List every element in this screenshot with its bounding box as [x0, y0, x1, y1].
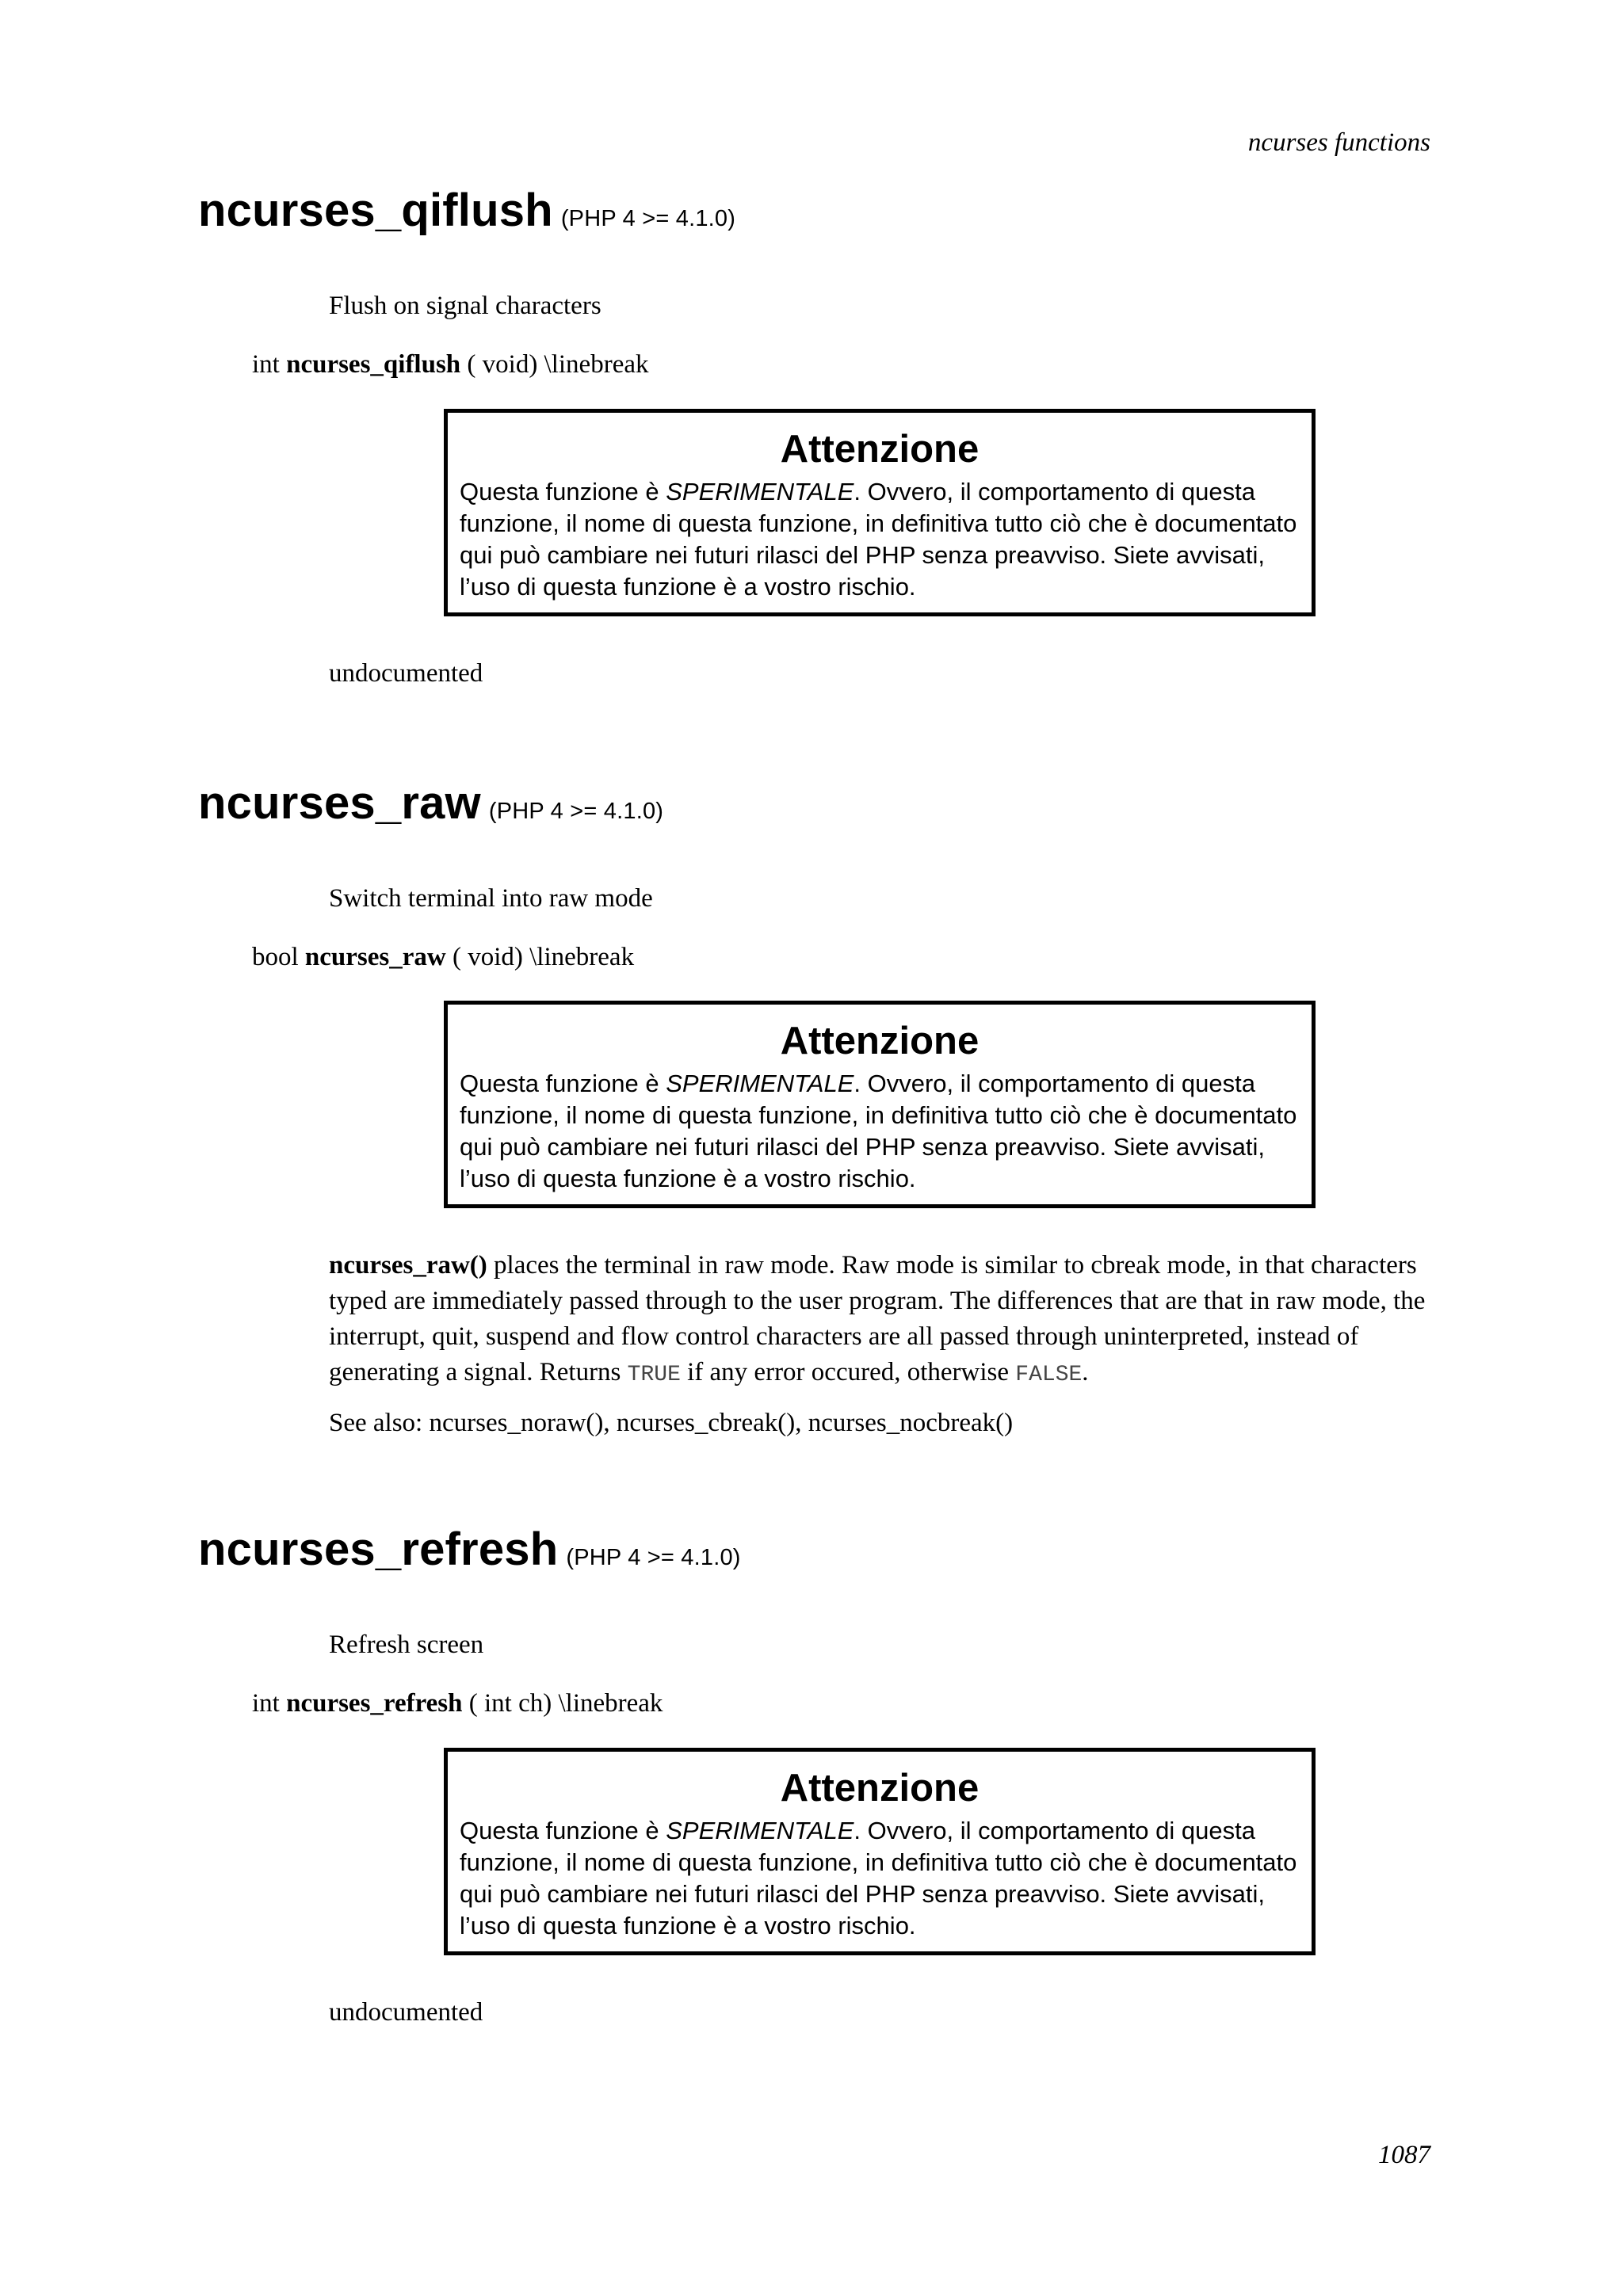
warning-emphasis: SPERIMENTALE — [666, 1070, 854, 1097]
function-purpose: Switch terminal into raw mode — [329, 884, 653, 913]
return-type: bool — [252, 943, 299, 971]
function-synopsis — [252, 1689, 663, 1718]
warning-text: Questa funzione è SPERIMENTALE. Ovvero, il comportamento di questa funzione, il nome di questa funzione, in definitiva tutto ciò che è documentato qui può cambiare nei futuri rilasci del PHP senza preavviso. Siete avvisati, l’uso di questa funzione è a vostro rischio. — [460, 1817, 1297, 1939]
warning-text: Questa funzione è SPERIMENTALE. Ovvero, il comportamento di questa funzione, il nome di questa funzione, in definitiva tutto ciò che è documentato qui può cambiare nei futuri rilasci del PHP senza preavviso. Siete avvisati, l’uso di questa funzione è a vostro rischio. — [460, 478, 1297, 601]
description: ncurses_raw() places the terminal in raw mode. Raw mode is similar to cbreak mode, in that characters typed are immediately passed through to the user program. The differences that are that in raw mode, the interrupt, quit, suspend and flow control characters are all passed through uninterpreted, instead of generating a signal. Returns TRUE if any error occured, otherwise FALSE. — [329, 1251, 1426, 1387]
description: undocumented — [329, 1998, 483, 2027]
function-name: ncurses_raw — [198, 777, 481, 829]
function-title — [198, 776, 663, 830]
function-synopsis — [252, 943, 634, 972]
return-type: int — [252, 350, 280, 379]
true-constant: TRUE — [627, 1363, 681, 1387]
warning-emphasis: SPERIMENTALE — [666, 478, 854, 505]
warning-box — [444, 409, 1316, 616]
parameters: ( void) \linebreak — [467, 350, 649, 379]
description-function-name: ncurses_raw() — [329, 1251, 487, 1280]
warning-box — [444, 1748, 1316, 1955]
false-constant: FALSE — [1015, 1363, 1083, 1387]
see-also: See also: ncurses_noraw(), ncurses_cbreak(), ncurses_nocbreak() — [329, 1409, 1014, 1437]
function-title — [198, 1523, 741, 1576]
warning-box — [444, 1001, 1316, 1208]
running-header: ncurses functions — [1247, 128, 1430, 157]
page-number: 1087 — [1378, 2141, 1430, 2169]
description: undocumented — [329, 659, 483, 688]
warning-title: Attenzione — [780, 428, 980, 471]
function-name: ncurses_qiflush — [198, 185, 553, 236]
function-purpose: Flush on signal characters — [329, 292, 601, 320]
function-name: ncurses_refresh — [198, 1524, 559, 1575]
warning-title: Attenzione — [780, 1767, 980, 1810]
synopsis-function-name: ncurses_raw — [304, 943, 446, 971]
function-synopsis — [252, 350, 649, 379]
function-purpose: Refresh screen — [329, 1630, 484, 1659]
warning-text: Questa funzione è SPERIMENTALE. Ovvero, il comportamento di questa funzione, il nome di questa funzione, in definitiva tutto ciò che è documentato qui può cambiare nei futuri rilasci del PHP senza preavviso. Siete avvisati, l’uso di questa funzione è a vostro rischio. — [460, 1070, 1297, 1192]
warning-title: Attenzione — [780, 1020, 980, 1062]
version-info: (PHP 4 >= 4.1.0) — [560, 206, 736, 231]
parameters: ( void) \linebreak — [452, 943, 635, 971]
warning-emphasis: SPERIMENTALE — [666, 1817, 854, 1844]
function-title — [198, 184, 735, 237]
parameters: ( int ch) \linebreak — [468, 1689, 663, 1718]
return-type: int — [252, 1689, 280, 1718]
version-info: (PHP 4 >= 4.1.0) — [488, 799, 664, 824]
version-info: (PHP 4 >= 4.1.0) — [566, 1545, 741, 1570]
synopsis-function-name: ncurses_qiflush — [286, 350, 461, 379]
synopsis-function-name: ncurses_refresh — [286, 1689, 463, 1718]
